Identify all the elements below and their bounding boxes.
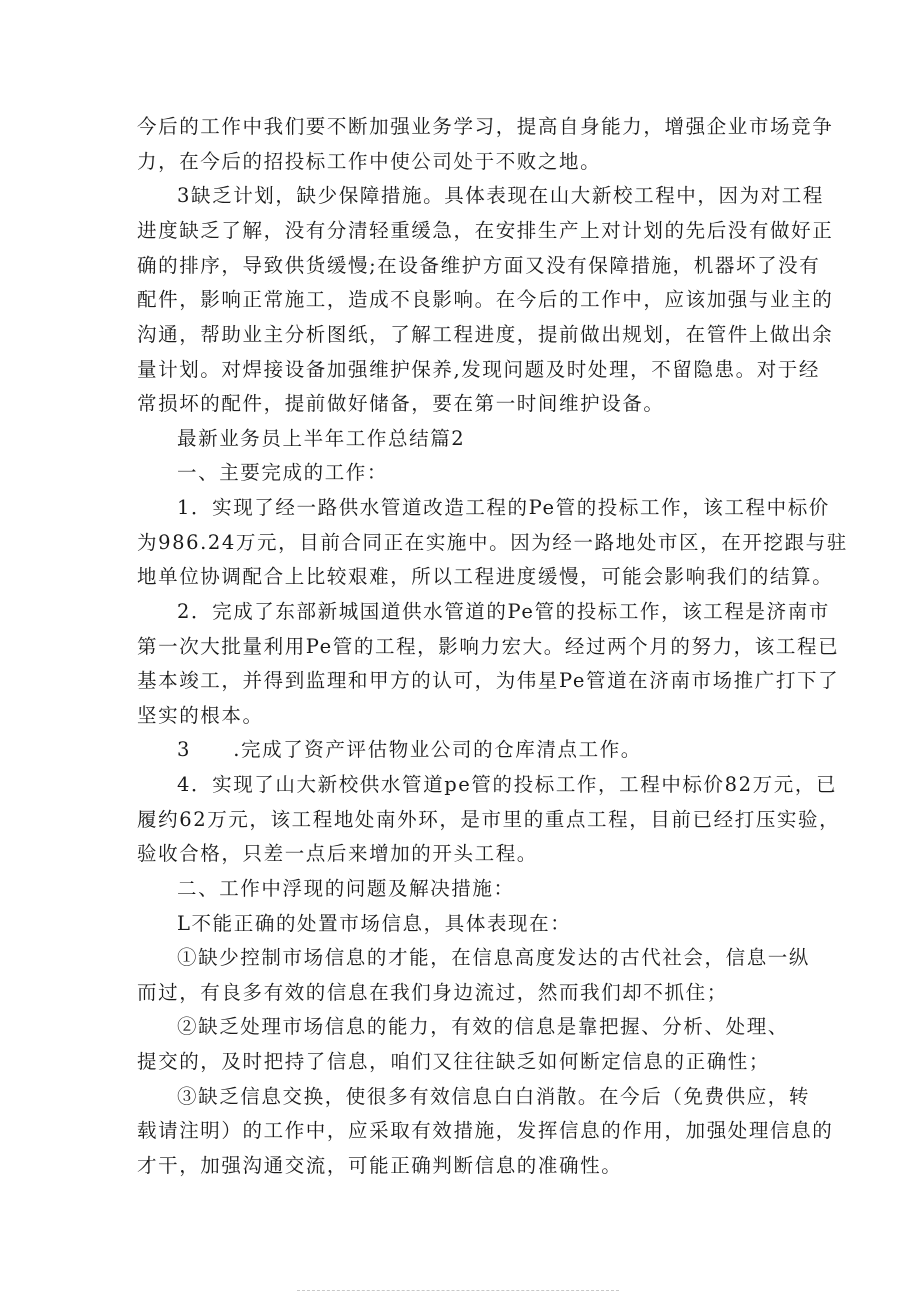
text-line: L不能正确的处置市场信息，具体表现在： — [177, 912, 572, 935]
text-line: 才干，加强沟通交流，可能正确判断信息的准确性。 — [137, 1154, 623, 1177]
text-line: 为986.24万元，目前合同正在实施中。因为经一路地处市区，在开挖跟与驻 — [137, 531, 848, 554]
text-line: 提交的，及时把持了信息，咱们又往往缺乏如何断定信息的正确性； — [137, 1050, 771, 1073]
text-line: 力，在今后的招投标工作中使公司处于不败之地。 — [137, 150, 602, 173]
section-heading: 最新业务员上半年工作总结篇2 — [177, 427, 466, 450]
text-line: 2．完成了东部新城国道供水管道的Pe管的投标工作，该工程是济南市 — [177, 600, 830, 623]
text-line: 确的排序，导致供货缓慢;在设备维护方面又没有保障措施，机器坏了没有 — [137, 254, 821, 277]
text-line: 坚实的根本。 — [137, 704, 264, 727]
text-line: 基本竣工，并得到监理和甲方的认可，为伟星Pe管道在济南市场推广打下了 — [137, 669, 840, 692]
subheading: 二、工作中浮现的问题及解决措施： — [177, 877, 515, 900]
text-line: 沟通，帮助业主分析图纸，了解工程进度，提前做出规划，在管件上做出余 — [137, 323, 834, 346]
text-line: 而过，有良多有效的信息在我们身边流过，然而我们却不抓住； — [137, 981, 728, 1004]
text-line: 量计划。对焊接设备加强维护保养,发现问题及时处理，不留隐患。对于经 — [137, 358, 820, 381]
text-line: 载请注明）的工作中，应采取有效措施，发挥信息的作用，加强处理信息的 — [137, 1119, 834, 1142]
subheading: 一、主要完成的工作： — [177, 461, 389, 484]
text-line: ①缺少控制市场信息的才能，在信息高度发达的古代社会，信息一纵 — [177, 946, 811, 969]
text-line: 常损坏的配件，提前做好储备，要在第一时间维护设备。 — [137, 392, 665, 415]
text-line: 第一次大批量利用Pe管的工程，影响力宏大。经过两个月的努力，该工程已 — [137, 635, 840, 658]
text-line: ②缺乏处理市场信息的能力，有效的信息是靠把握、分析、处理、 — [177, 1015, 789, 1038]
text-line: 4．实现了山大新校供水管道pe管的投标工作，工程中标价82万元，已 — [177, 773, 838, 796]
text-line: 验收合格，只差一点后来增加的开头工程。 — [137, 842, 538, 865]
page-bottom-divider — [297, 1290, 619, 1291]
text-line: 地单位协调配合上比较艰难，所以工程进度缓慢，可能会影响我们的结算。 — [137, 565, 834, 588]
text-line: 1．实现了经一路供水管道改造工程的Pe管的投标工作，该工程中标价 — [177, 496, 830, 519]
text-line: 3 .完成了资产评估物业公司的仓库清点工作。 — [177, 738, 642, 761]
text-line: 履约62万元，该工程地处南外环，是市里的重点工程，目前已经打压实验， — [137, 808, 841, 831]
text-line: 配件，影响正常施工，造成不良影响。在今后的工作中，应该加强与业主的 — [137, 288, 834, 311]
text-line: 进度缺乏了解，没有分清轻重缓急，在安排生产上对计划的先后没有做好正 — [137, 219, 834, 242]
text-line: 今后的工作中我们要不断加强业务学习，提高自身能力，增强企业市场竞争 — [137, 115, 834, 138]
text-line: 3缺乏计划，缺少保障措施。具体表现在山大新校工程中，因为对工程 — [177, 184, 825, 207]
text-line: ③缺乏信息交换，使很多有效信息白白消散。在今后（免费供应，转 — [177, 1085, 811, 1108]
